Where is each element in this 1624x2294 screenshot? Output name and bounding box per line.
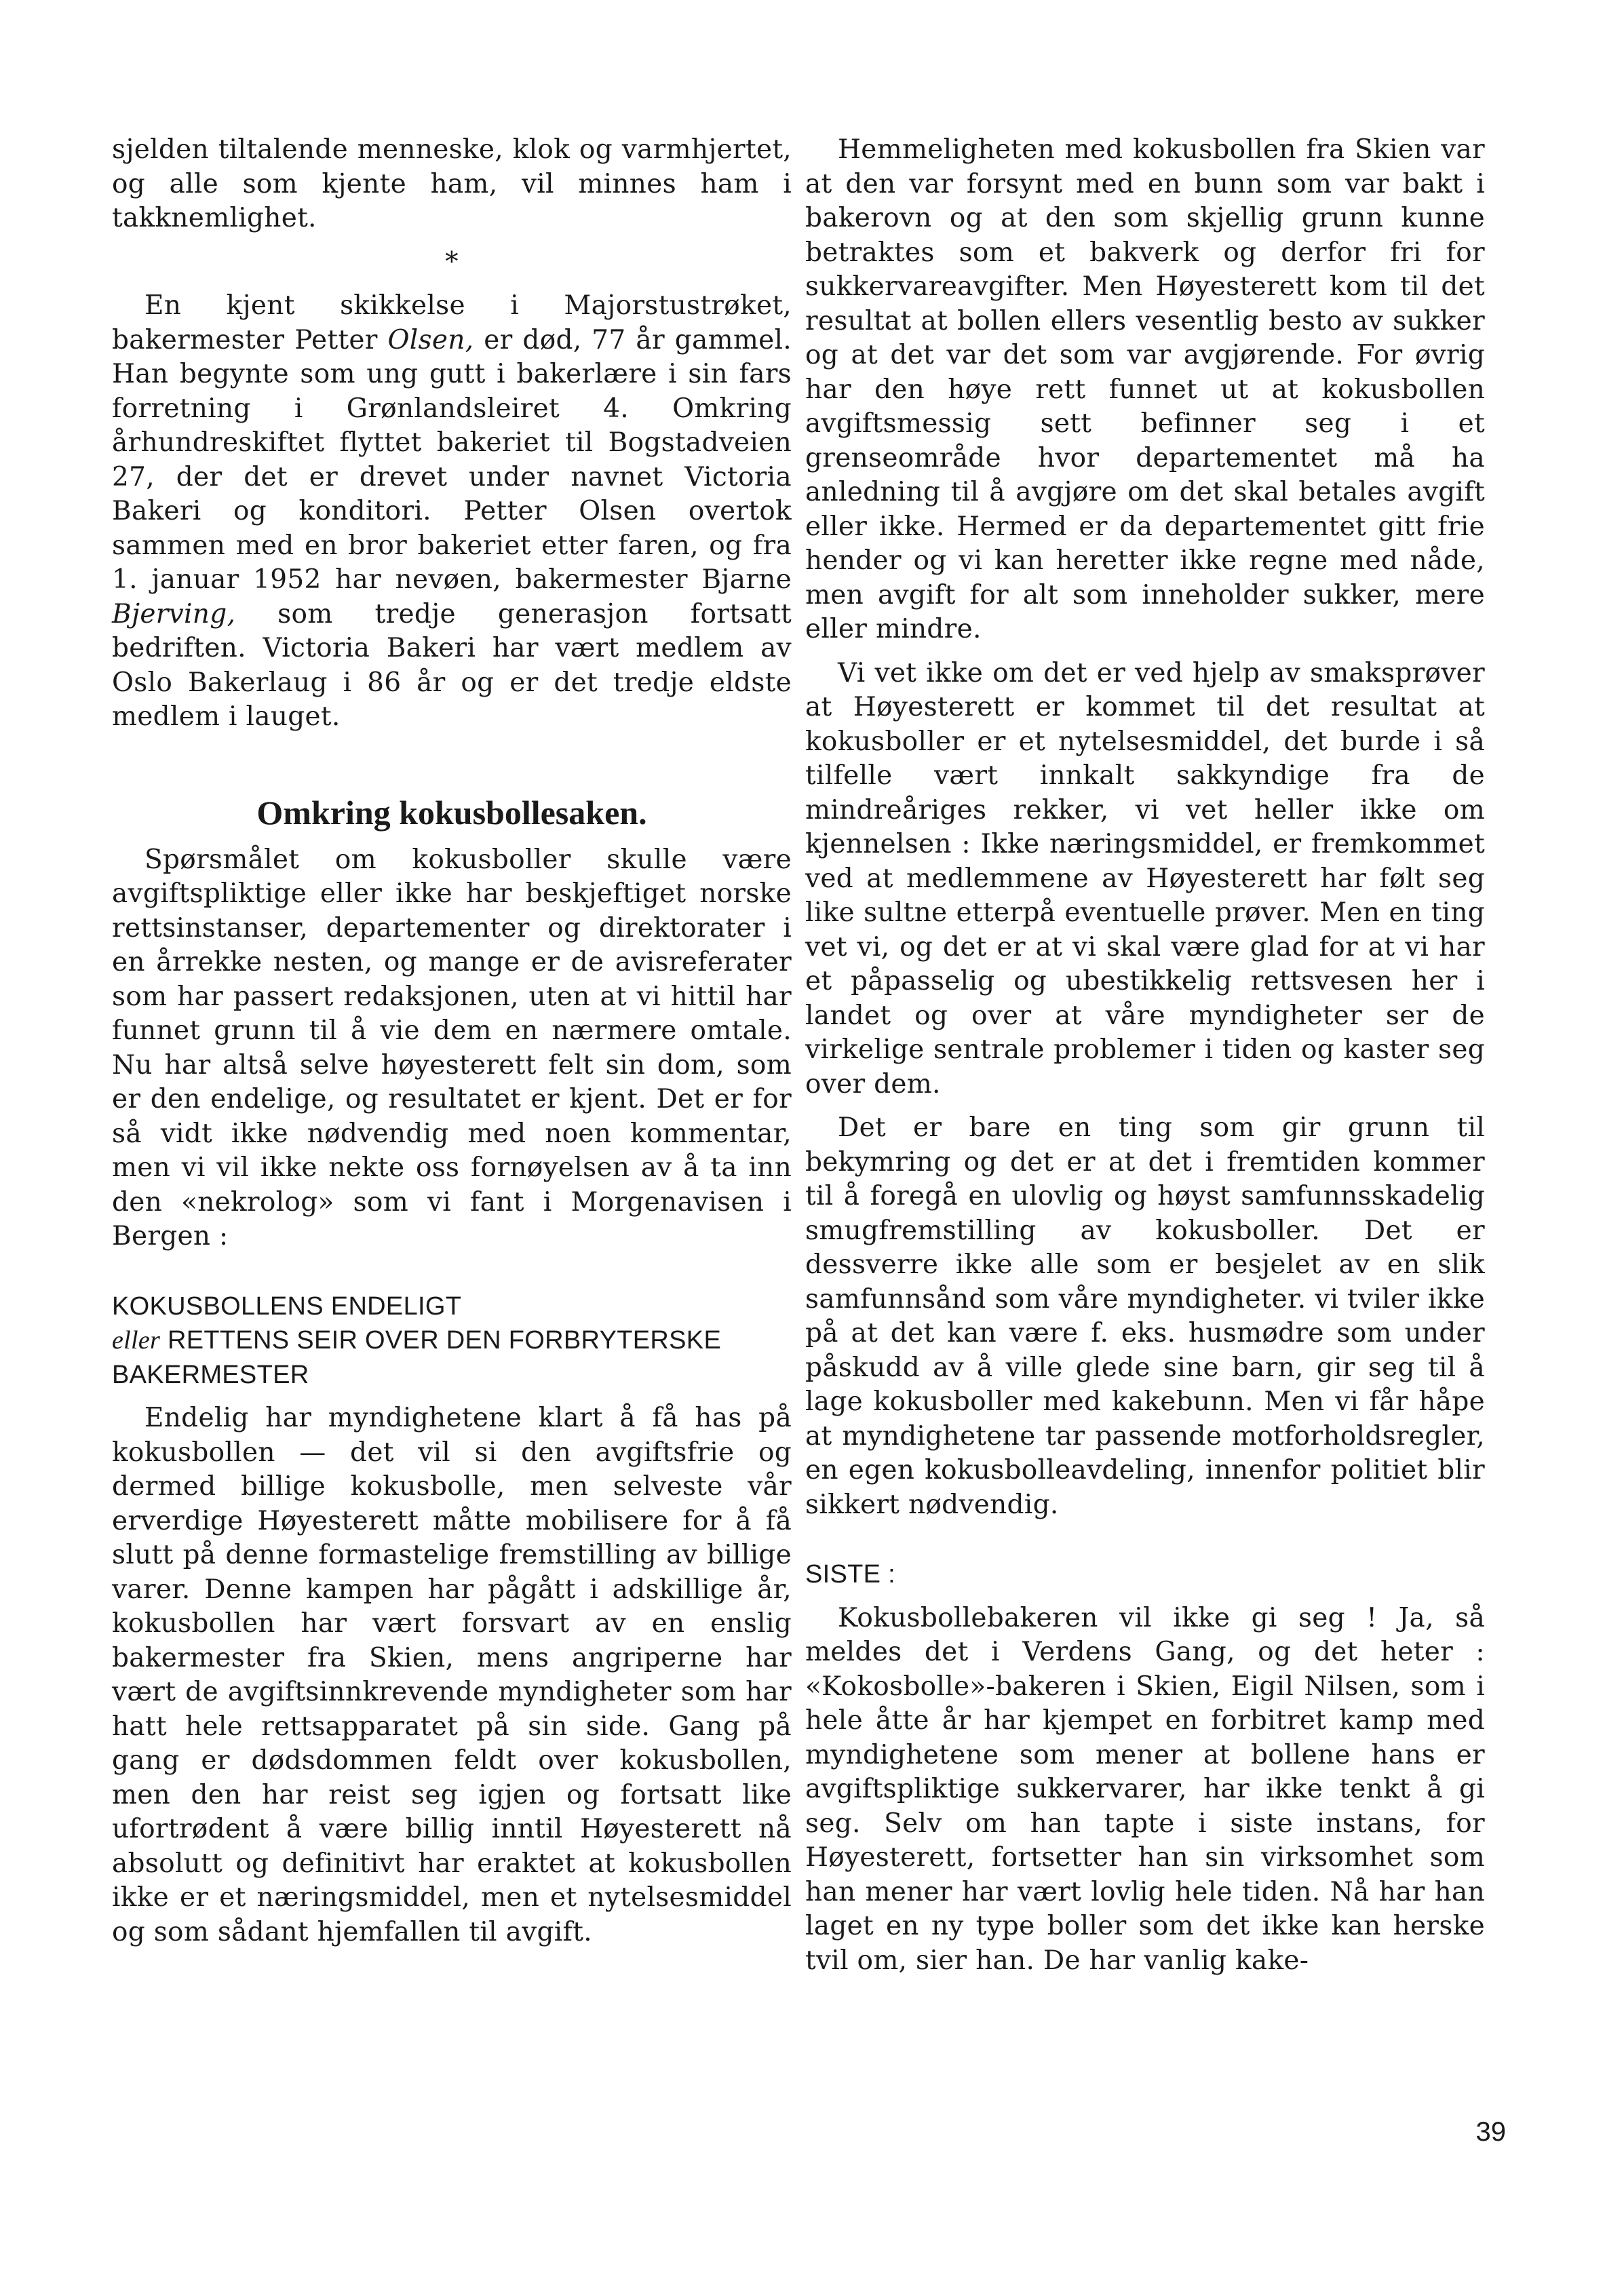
right-paragraph-3: Det er bare en ting som gir grunn til bekymring og det er at det i fremtiden kommer til å foregå en ulovlig og høyst samfunnsskadelig smugfremstilling av kokusboller. Det er dessverre ikke alle som er besjelet av en slik samfunnsånd som våre myndigheter. vi tviler ikke på at det kan være f. eks. husmødre som under påskudd av å ville glede sine barn, gir seg til å lage kokusboller med kakebunn. Men vi får håpe at myndighetene tar passende motforholdsregler, en egen kokusbolleavdeling, innenfor politiet blir sikkert nødvendig. <box>805 1112 1485 1520</box>
right-paragraph-2: Vi vet ikke om det er ved hjelp av smaksprøver at Høyesterett er kommet til det resultat at kokusboller er et nytelsesmiddel, det burde i så tilfelle vært innkalt sakkyndige fra de mindreåriges rekker, vi vet heller ikke om kjennelsen : Ikke næringsmiddel, er fremkommet ved at medlemmene av Høyesterett har følt seg like sultne etterpå eventuelle prøver. Men en ting vet vi, og det er at vi skal være glad for at vi har et påpasselig og ubestikkelig rettsvesen her i landet og over at våre myndigheter ser de virkelige sentrale problemer i tiden og kaster seg over dem. <box>805 657 1485 1100</box>
siste-paragraph: Kokusbollebakeren vil ikke gi seg ! Ja, så meldes det i Verdens Gang, og det heter : «Kokosbolle»-bakeren i Skien, Eigil Nilsen, som i hele åtte år har kjempet en forbitret kamp med myndighetene som mener at bollene hans er avgiftspliktige sukkervarer, har ikke tenkt å gi seg. Selv om han tapte i siste instans, for Høyesterett, fortsetter han sin virksomhet som han mener har vært lovlig hele tiden. Nå har han laget en ny type boller som det ikke kan herske tvil om, sier han. De har vanlig kake- <box>805 1602 1485 1976</box>
right-paragraph-1: Hemmeligheten med kokusbollen fra Skien var at den var forsynt med en bunn som var bakt i bakerovn og at den som skjellig grunn kunne betraktes som et bakverk og derfor fri for sukkervareavgifter. Men Høyesterett kom til det resultat at bollen ellers vesentlig besto av sukker og at det var det som var avgjørende. For øvrig har den høye rett funnet ut at kokusbollen avgiftsmessig sett befinner seg i et grenseområde hvor departementet må ha anledning til å avgjøre om det skal betales avgift eller ikke. Hermed er da departementet gitt frie hender og vi kan heretter ikke regne med nåde, men avgift for alt som inneholder sukker, mere eller mindre. <box>805 134 1485 644</box>
left-column <box>112 133 792 1949</box>
quote-title-or: eller <box>112 1326 161 1355</box>
obituary-paragraph <box>112 289 792 735</box>
obituary-text-3: som tredje generasjon fortsatt bedriften. Victoria Bakeri har vært medlem av Oslo Bakerlaug i 86 år og er det tredje eldste medlem i lauget. <box>112 598 792 732</box>
obituary-name-bjerving: Bjerving, <box>112 598 236 629</box>
intro-paragraph: sjelden tiltalende menneske, klok og varmhjertet, og alle som kjente ham, vil minnes ham i takknemlighet. <box>112 134 792 233</box>
article-heading: Omkring kokusbollesaken. <box>256 793 647 832</box>
obituary-text-2: er død, 77 år gammel. Han begynte som ung gutt i bakerlære i sin fars forretning i Grønlandsleiret 4. Omkring århundreskiftet flyttet bakeriet til Bogstadveien 27, der det er drevet under navnet Victoria Bakeri og konditori. Petter Olsen overtok sammen med en bror bakeriet etter faren, og fra 1. januar 1952 har nevøen, bakermester Bjarne <box>112 324 792 595</box>
section-separator: * <box>445 246 459 277</box>
obituary-name-olsen: Olsen, <box>387 324 474 355</box>
siste-label: SISTE : <box>805 1560 896 1589</box>
page-number: 39 <box>1475 2117 1506 2147</box>
quote-headline <box>112 1289 792 1393</box>
article-paragraph-1: Spørsmålet om kokusboller skulle være avgiftspliktige eller ikke har beskjeftiget norske rettsinstanser, departementer og direktorater i en årrekke nesten, og mange er de avisreferater som har passert redaksjonen, uten at vi hittil har funnet grunn til å vie dem en nærmere omtale. Nu har altså selve høyesterett felt sin dom, som er den endelige, og resultatet er kjent. Det er for så vidt ikke nødvendig med noen kommentar, men vi vil ikke nekte oss fornøyelsen av å ta inn den «nekrolog» som vi fant i Morgenavisen i Bergen : <box>112 844 792 1251</box>
quote-body: Endelig har myndighetene klart å få has på kokusbollen — det vil si den avgiftsfrie og dermed billige kokusbolle, men selveste vår erverdige Høyesterett måtte mobilisere for å få slutt på denne formastelige fremstilling av billige varer. Denne kampen har pågått i adskillige år, kokusbollen har vært forsvart av en enslig bakermester fra Skien, mens angriperne har vært de avgiftsinnkrevende myndigheter som har hatt hele rettsapparatet på sin side. Gang på gang er dødsdommen feldt over kokusbollen, men den har reist seg igjen og fortsatt like ufortrødent å være billig inntil Høyesterett nå absolutt og definitivt har eraktet at kokusbollen ikke er et næringsmiddel, men et nytelsesmiddel og som sådant hjemfallen til avgift. <box>112 1403 792 1947</box>
quote-title-1: KOKUSBOLLENS ENDELIGT <box>112 1291 462 1321</box>
right-column <box>805 133 1485 1978</box>
quote-title-2: RETTENS SEIR OVER DEN FORBRYTERSKE BAKERMESTER <box>112 1326 722 1389</box>
obituary-text-1: En kjent skikkelse i Majorstustrøket, bakermester Petter <box>112 290 792 355</box>
